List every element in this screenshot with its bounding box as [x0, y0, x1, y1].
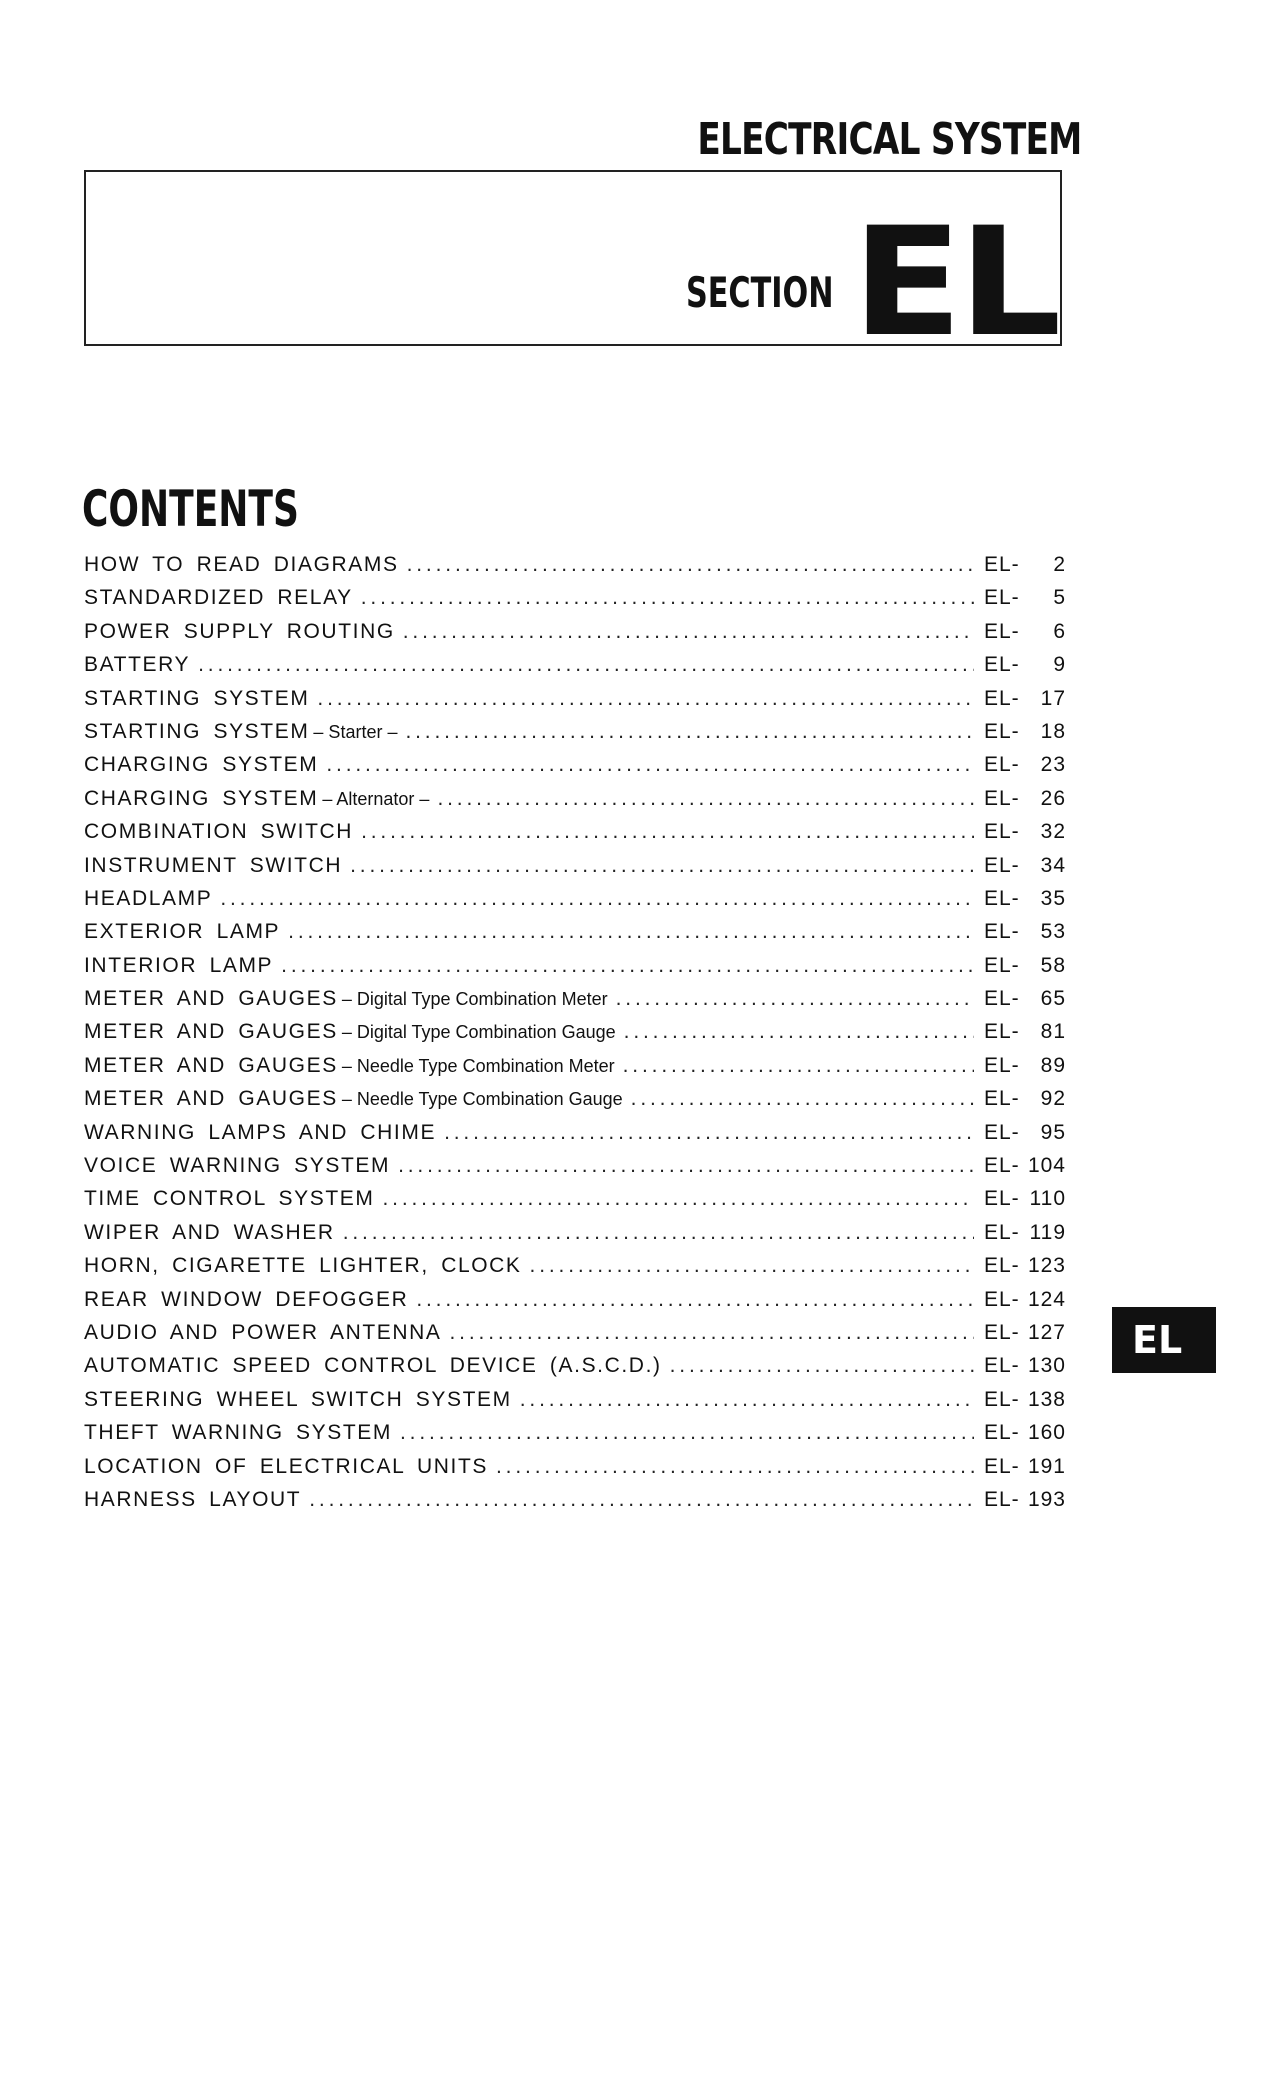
toc-page-prefix: EL- [984, 1254, 1020, 1278]
toc-dot-leader [670, 1349, 974, 1382]
toc-entry-subtitle: – Starter – [313, 721, 398, 742]
toc-entry[interactable] [84, 1249, 1068, 1282]
toc-page-number: 130 [1027, 1354, 1066, 1378]
toc-page-ref [984, 1450, 1068, 1483]
toc-page-number: 127 [1027, 1320, 1066, 1344]
toc-page-prefix: EL- [984, 1187, 1020, 1211]
toc-entry-subtitle: – Digital Type Combination Gauge [341, 1022, 616, 1043]
toc-entry[interactable] [84, 715, 1068, 748]
toc-dot-leader [309, 1483, 974, 1516]
toc-page-ref [984, 748, 1068, 781]
toc-entry-title: METER AND GAUGES [84, 1087, 338, 1111]
toc-dot-leader [624, 1015, 974, 1048]
toc-page-number: 104 [1027, 1154, 1066, 1178]
toc-entry[interactable] [84, 1383, 1068, 1416]
toc-page-number: 35 [1040, 886, 1066, 910]
toc-page-number: 23 [1040, 753, 1066, 777]
toc-page-ref [984, 1082, 1068, 1115]
toc-entry[interactable] [84, 982, 1068, 1015]
toc-dot-leader [444, 1116, 974, 1149]
toc-entry[interactable] [84, 1316, 1068, 1349]
toc-page-prefix: EL- [984, 1087, 1020, 1111]
toc-page-prefix: EL- [984, 1020, 1020, 1044]
toc-dot-leader [416, 1283, 974, 1316]
toc-page-ref [984, 1349, 1068, 1382]
toc-entry[interactable] [84, 1015, 1068, 1048]
toc-page-number: 193 [1027, 1487, 1066, 1511]
toc-page-prefix: EL- [984, 987, 1020, 1011]
toc-entry[interactable] [84, 1082, 1068, 1115]
toc-entry-title: BATTERY [84, 653, 191, 677]
toc-entry-title: HARNESS LAYOUT [84, 1487, 302, 1511]
toc-entry-title: INSTRUMENT SWITCH [84, 853, 343, 877]
toc-page-number: 160 [1027, 1421, 1066, 1445]
toc-entry-title: CHARGING SYSTEM [84, 786, 319, 810]
toc-page-ref [984, 1249, 1068, 1282]
toc-entry-title: METER AND GAUGES [84, 987, 338, 1011]
toc-entry-title: VOICE WARNING SYSTEM [84, 1154, 391, 1178]
toc-entry-title: LOCATION OF ELECTRICAL UNITS [84, 1454, 489, 1478]
toc-page-number: 124 [1027, 1287, 1066, 1311]
toc-entry[interactable] [84, 1149, 1068, 1182]
toc-entry-subtitle: – Needle Type Combination Gauge [341, 1089, 623, 1110]
toc-page-prefix: EL- [984, 686, 1020, 710]
toc-entry[interactable] [84, 1116, 1068, 1149]
toc-page-number: 81 [1040, 1020, 1066, 1044]
section-code: EL [852, 196, 1058, 370]
section-side-tab[interactable]: EL [1112, 1307, 1216, 1373]
toc-page-ref [984, 1283, 1068, 1316]
toc-page-number: 89 [1040, 1053, 1066, 1077]
toc-page-prefix: EL- [984, 719, 1020, 743]
toc-dot-leader [361, 815, 974, 848]
toc-entry[interactable] [84, 748, 1068, 781]
toc-page-prefix: EL- [984, 753, 1020, 777]
toc-entry-title: COMBINATION SWITCH [84, 820, 354, 844]
toc-dot-leader [407, 548, 974, 581]
toc-page-ref [984, 1049, 1068, 1082]
toc-entry-title: STARTING SYSTEM [84, 719, 310, 743]
toc-page-prefix: EL- [984, 886, 1020, 910]
toc-page-number: 9 [1053, 653, 1066, 677]
toc-entry-subtitle: – Alternator – [322, 788, 430, 809]
toc-page-ref [984, 882, 1068, 915]
toc-entry-title: INTERIOR LAMP [84, 953, 274, 977]
toc-page-ref [984, 1182, 1068, 1215]
toc-entry-title: POWER SUPPLY ROUTING [84, 619, 395, 643]
toc-page-number: 32 [1040, 820, 1066, 844]
toc-entry[interactable] [84, 782, 1068, 815]
toc-dot-leader [623, 1049, 974, 1082]
table-of-contents [84, 548, 1068, 1516]
toc-entry-title: REAR WINDOW DEFOGGER [84, 1287, 409, 1311]
toc-entry[interactable] [84, 1182, 1068, 1215]
toc-page-ref [984, 849, 1068, 882]
toc-entry-subtitle: – Needle Type Combination Meter [341, 1055, 615, 1076]
toc-page-number: 123 [1027, 1254, 1066, 1278]
toc-entry-title: AUTOMATIC SPEED CONTROL DEVICE (A.S.C.D.) [84, 1354, 662, 1378]
toc-page-ref [984, 1015, 1068, 1048]
toc-page-prefix: EL- [984, 1120, 1020, 1144]
toc-page-prefix: EL- [984, 853, 1020, 877]
toc-entry[interactable] [84, 882, 1068, 915]
toc-entry-title: STANDARDIZED RELAY [84, 586, 353, 610]
toc-entry-title: STEERING WHEEL SWITCH SYSTEM [84, 1387, 512, 1411]
section-box [84, 170, 1062, 370]
toc-dot-leader [317, 682, 974, 715]
toc-page-number: 6 [1053, 619, 1066, 643]
toc-entry[interactable] [84, 1416, 1068, 1449]
toc-page-ref [984, 548, 1068, 581]
toc-entry-title: EXTERIOR LAMP [84, 920, 281, 944]
toc-entry-title: THEFT WARNING SYSTEM [84, 1421, 393, 1445]
toc-page-number: 138 [1027, 1387, 1066, 1411]
toc-entry[interactable] [84, 615, 1068, 648]
toc-page-prefix: EL- [984, 1454, 1020, 1478]
toc-page-ref [984, 1149, 1068, 1182]
toc-page-ref [984, 648, 1068, 681]
toc-page-prefix: EL- [984, 1053, 1020, 1077]
toc-entry[interactable] [84, 915, 1068, 948]
toc-page-prefix: EL- [984, 653, 1020, 677]
toc-entry-title: AUDIO AND POWER ANTENNA [84, 1320, 442, 1344]
toc-entry-title: CHARGING SYSTEM [84, 753, 319, 777]
toc-page-number: 92 [1040, 1087, 1066, 1111]
toc-page-ref [984, 982, 1068, 1015]
toc-page-prefix: EL- [984, 1487, 1020, 1511]
toc-entry[interactable] [84, 815, 1068, 848]
toc-entry-title: HOW TO READ DIAGRAMS [84, 553, 399, 576]
toc-page-ref [984, 581, 1068, 614]
toc-dot-leader [496, 1450, 974, 1483]
toc-page-ref [984, 1216, 1068, 1249]
toc-entry[interactable] [84, 949, 1068, 982]
toc-dot-leader [350, 849, 974, 882]
toc-dot-leader [398, 1149, 974, 1182]
toc-dot-leader [405, 715, 974, 748]
toc-entry[interactable] [84, 1283, 1068, 1316]
toc-entry-title: HORN, CIGARETTE LIGHTER, CLOCK [84, 1254, 522, 1278]
toc-entry-title: METER AND GAUGES [84, 1020, 338, 1044]
toc-page-number: 191 [1027, 1454, 1066, 1478]
toc-dot-leader [403, 615, 974, 648]
toc-page-prefix: EL- [984, 553, 1020, 576]
toc-page-ref [984, 682, 1068, 715]
toc-page-prefix: EL- [984, 1354, 1020, 1378]
toc-dot-leader [281, 949, 974, 982]
toc-page-prefix: EL- [984, 820, 1020, 844]
toc-page-number: 110 [1029, 1187, 1066, 1211]
toc-entry[interactable] [84, 648, 1068, 681]
toc-dot-leader [400, 1416, 974, 1449]
toc-entry-title: WARNING LAMPS AND CHIME [84, 1120, 437, 1144]
toc-dot-leader [361, 581, 974, 614]
toc-dot-leader [616, 982, 974, 1015]
toc-page-ref [984, 782, 1068, 815]
toc-page-prefix: EL- [984, 1154, 1020, 1178]
toc-page-number: 34 [1040, 853, 1066, 877]
toc-entry-title: WIPER AND WASHER [84, 1220, 335, 1244]
toc-dot-leader [326, 748, 974, 781]
toc-entry[interactable] [84, 548, 1068, 581]
toc-dot-leader [343, 1216, 974, 1249]
toc-dot-leader [288, 915, 974, 948]
toc-page-ref [984, 1483, 1068, 1516]
toc-page-prefix: EL- [984, 1320, 1020, 1344]
toc-entry-subtitle: – Digital Type Combination Meter [341, 989, 608, 1010]
toc-page-number: 26 [1040, 786, 1066, 810]
toc-page-ref [984, 915, 1068, 948]
toc-page-ref [984, 1416, 1068, 1449]
toc-page-prefix: EL- [984, 586, 1020, 610]
toc-entry[interactable] [84, 1483, 1068, 1516]
toc-dot-leader [631, 1082, 974, 1115]
toc-page-ref [984, 715, 1068, 748]
toc-entry[interactable] [84, 1450, 1068, 1483]
toc-dot-leader [437, 782, 974, 815]
toc-page-number: 58 [1040, 953, 1066, 977]
toc-entry[interactable] [84, 1049, 1068, 1082]
toc-entry-title: HEADLAMP [84, 886, 213, 910]
section-word: SECTION [686, 268, 834, 317]
toc-page-number: 18 [1040, 719, 1066, 743]
toc-entry-title: METER AND GAUGES [84, 1053, 338, 1077]
toc-dot-leader [198, 648, 974, 681]
toc-entry[interactable] [84, 849, 1068, 882]
toc-page-number: 17 [1040, 686, 1066, 710]
toc-dot-leader [220, 882, 974, 915]
toc-page-prefix: EL- [984, 1421, 1020, 1445]
toc-page-prefix: EL- [984, 1220, 1020, 1244]
contents-heading: CONTENTS [82, 480, 299, 538]
toc-page-number: 5 [1053, 586, 1066, 610]
toc-page-prefix: EL- [984, 920, 1020, 944]
toc-entry[interactable] [84, 1216, 1068, 1249]
toc-page-ref [984, 815, 1068, 848]
toc-page-prefix: EL- [984, 1287, 1020, 1311]
toc-page-ref [984, 1116, 1068, 1149]
toc-page-ref [984, 949, 1068, 982]
toc-page-number: 2 [1053, 553, 1066, 576]
toc-page-prefix: EL- [984, 786, 1020, 810]
toc-entry[interactable] [84, 1349, 1068, 1382]
toc-page-number: 65 [1040, 987, 1066, 1011]
toc-page-ref [984, 1316, 1068, 1349]
toc-dot-leader [520, 1383, 974, 1416]
toc-page-ref [984, 1383, 1068, 1416]
toc-page-number: 119 [1029, 1220, 1066, 1244]
toc-page-prefix: EL- [984, 953, 1020, 977]
toc-dot-leader [530, 1249, 974, 1282]
toc-dot-leader [382, 1182, 974, 1215]
toc-entry-title: TIME CONTROL SYSTEM [84, 1187, 375, 1211]
toc-page-prefix: EL- [984, 619, 1020, 643]
toc-page-prefix: EL- [984, 1387, 1020, 1411]
toc-page-ref [984, 615, 1068, 648]
system-title: ELECTRICAL SYSTEM [697, 114, 1082, 165]
toc-entry[interactable] [84, 581, 1068, 614]
toc-page-number: 53 [1040, 920, 1066, 944]
toc-page-number: 95 [1040, 1120, 1066, 1144]
toc-dot-leader [450, 1316, 974, 1349]
toc-entry[interactable] [84, 682, 1068, 715]
toc-entry-title: STARTING SYSTEM [84, 686, 310, 710]
